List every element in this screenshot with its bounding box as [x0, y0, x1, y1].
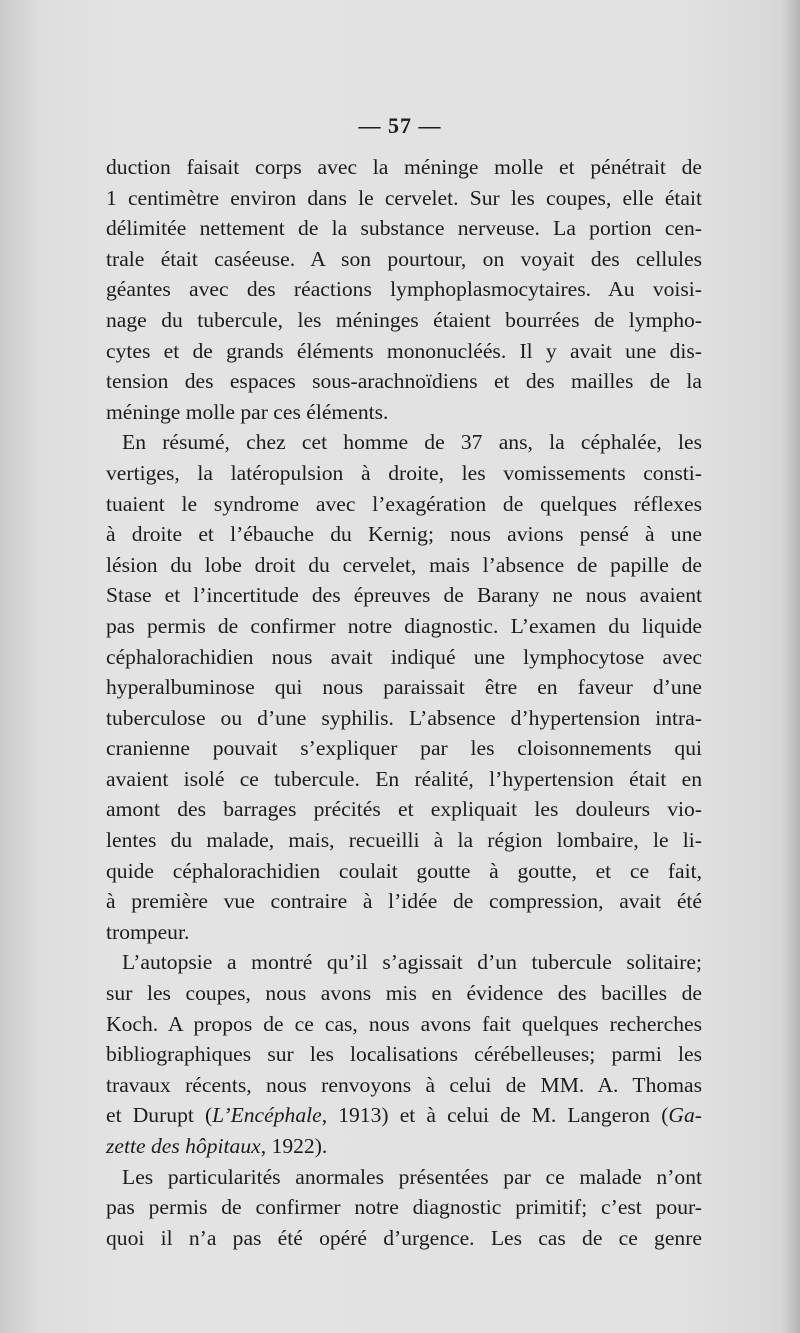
text-line: nage du tubercule, les méninges étaient bourrées de lympho- [106, 307, 702, 332]
page-edge-shadow [782, 0, 800, 1333]
text-line: tuberculose ou d’une syphilis. L’absence d’hypertension intra- [106, 705, 702, 730]
text-line: Les particularités anormales présentées par ce malade n’ont [122, 1164, 702, 1189]
text-line: bibliographiques sur les localisations cérébelleuses; parmi les [106, 1042, 702, 1067]
text-line: pas permis de confirmer notre diagnostic. L’examen du liquide [106, 613, 702, 638]
text-line: hyperalbuminose qui nous paraissait être en faveur d’une [106, 675, 702, 700]
text-line: Koch. A propos de ce cas, nous avons fait quelques recherches [106, 1011, 702, 1036]
text-line: quoi il n’a pas été opéré d’urgence. Les cas de ce genre [106, 1225, 702, 1250]
text-line: trale était caséeuse. A son pourtour, on voyait des cellules [106, 246, 702, 271]
text-line: travaux récents, nous renvoyons à celui de MM. A. Thomas [106, 1072, 702, 1097]
text-line: pas permis de confirmer notre diagnostic primitif; c’est pour- [106, 1195, 702, 1220]
text-line: lésion du lobe droit du cervelet, mais l’absence de papille de [106, 552, 702, 577]
text-line: vertiges, la latéropulsion à droite, les vomissements consti- [106, 460, 702, 485]
text-line: méninge molle par ces éléments. [106, 399, 389, 424]
text-line: à droite et l’ébauche du Kernig; nous avions pensé à une [106, 522, 702, 547]
text-line: tuaient le syndrome avec l’exagération de quelques réflexes [106, 491, 702, 516]
text-line: géantes avec des réactions lymphoplasmocytaires. Au voisi- [106, 277, 702, 302]
text-line: 1 centimètre environ dans le cervelet. Sur les coupes, elle était [106, 185, 702, 210]
text-line: L’autopsie a montré qu’il s’agissait d’un tubercule solitaire; [122, 950, 702, 975]
text-line: sur les coupes, nous avons mis en évidence des bacilles de [106, 981, 702, 1006]
text-line: Stase et l’incertitude des épreuves de Barany ne nous avaient [106, 583, 702, 608]
text-line: zette des hôpitaux, 1922). [106, 1134, 328, 1158]
text-line: cytes et de grands éléments mononucléés. Il y avait une dis- [106, 338, 702, 363]
text-line: duction faisait corps avec la méninge molle et pénétrait de [106, 155, 702, 179]
text-line: délimitée nettement de la substance nerveuse. La portion cen- [106, 216, 702, 241]
page-number: — 57 — [358, 113, 442, 138]
text-line: à première vue contraire à l’idée de compression, avait été [106, 889, 702, 914]
text-line: trompeur. [106, 919, 190, 944]
text-line: céphalorachidien nous avait indiqué une lymphocytose avec [106, 644, 702, 669]
text-line: quide céphalorachidien coulait goutte à goutte, et ce fait, [106, 858, 702, 883]
text-line: et Durupt (L’Encéphale, 1913) et à celui de M. Langeron (Ga- [106, 1103, 702, 1128]
body-text [106, 152, 702, 1253]
text-line: cranienne pouvait s’expliquer par les cloisonnements qui [106, 736, 702, 761]
text-line: lentes du malade, mais, recueilli à la région lombaire, le li- [106, 828, 702, 853]
text-line: avaient isolé ce tubercule. En réalité, l’hypertension était en [106, 766, 702, 791]
text-line: amont des barrages précités et expliquait les douleurs vio- [106, 797, 702, 822]
text-line: En résumé, chez cet homme de 37 ans, la céphalée, les [122, 430, 702, 455]
text-line: tension des espaces sous-arachnoïdiens et des mailles de la [106, 369, 702, 394]
